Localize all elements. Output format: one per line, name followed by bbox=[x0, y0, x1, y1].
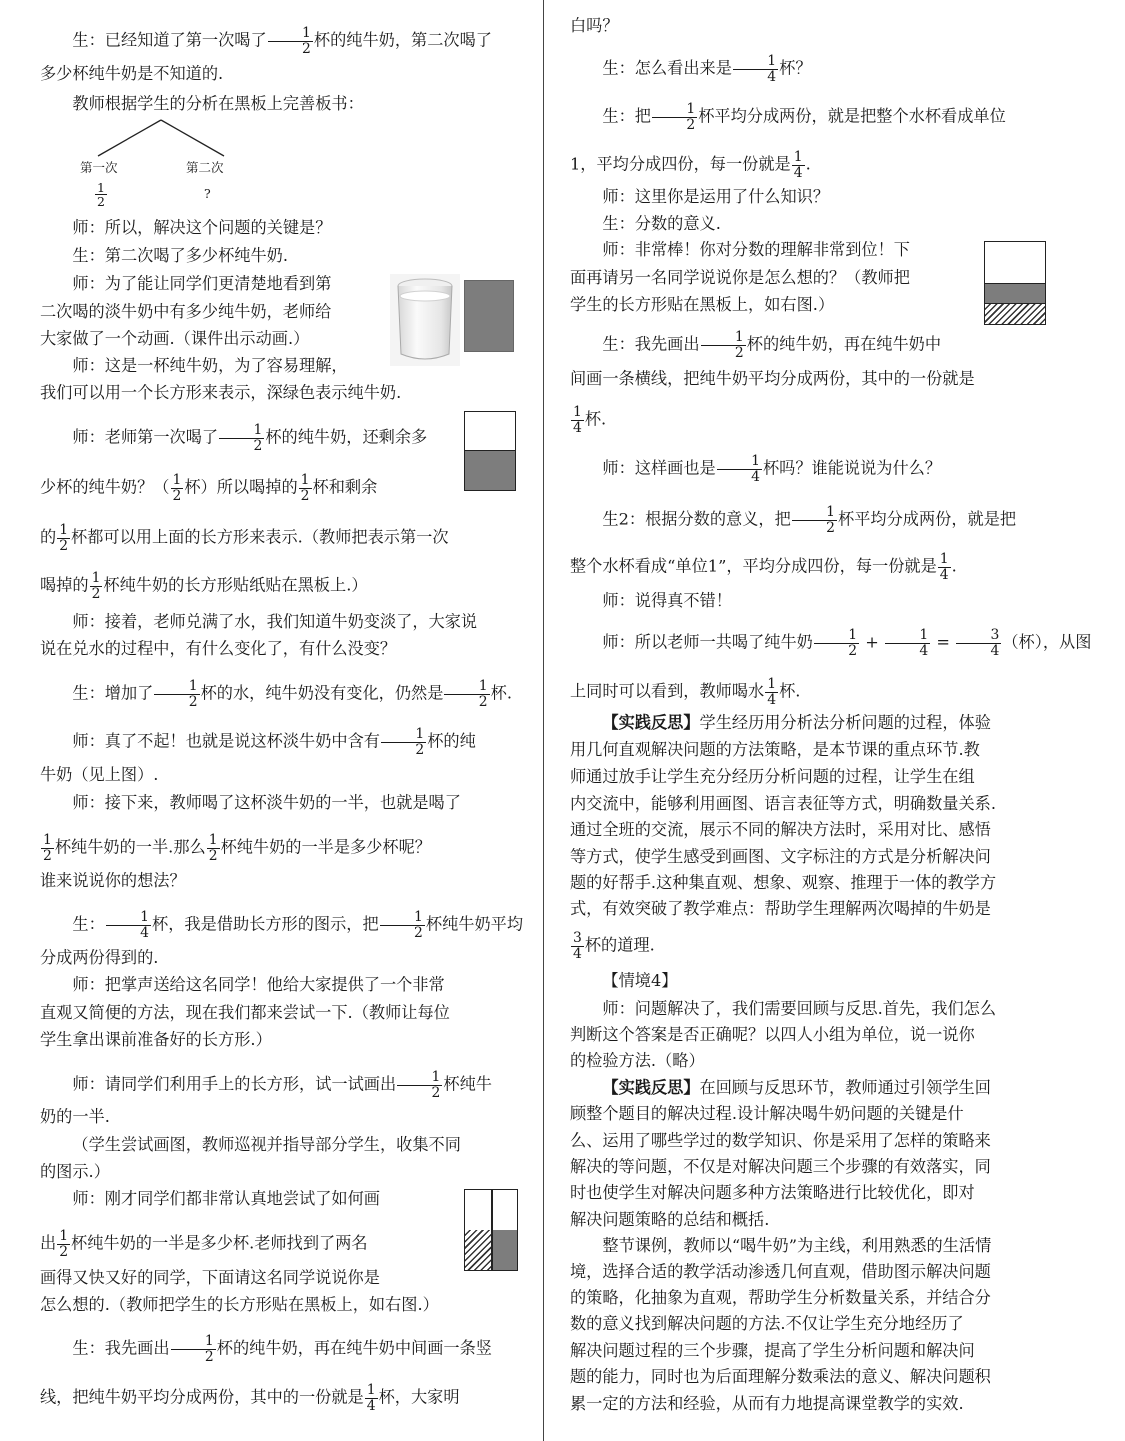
paragraph-line: 【情境4】 bbox=[602, 971, 678, 990]
paragraph-line: $\frac{3}{4}$ 杯的道理. bbox=[573, 930, 655, 962]
paragraph-line: 多少杯纯牛奶是不知道的. bbox=[40, 64, 224, 83]
paragraph-line: 画得又快又好的同学，下面请这名同学说说你是 bbox=[40, 1268, 380, 1287]
paragraph-line: 直观又简便的方法，现在我们都来尝试一下.（教师让每位 bbox=[40, 1003, 450, 1022]
paragraph-line: 师：这是一杯纯牛奶，为了容易理解， bbox=[72, 356, 348, 375]
paragraph-line: 的检验方法.（略） bbox=[570, 1051, 705, 1070]
paragraph-line: 内交流中，能够利用画图、语言表征等方式，明确数量关系. bbox=[570, 794, 997, 813]
paragraph-line: 分成两份得到的. bbox=[40, 948, 159, 967]
paragraph-line: 的 $\frac{1}{2}$ 杯都可以用上面的长方形来表示.（教师把表示第一次 bbox=[40, 522, 449, 554]
paragraph-line: 境，选择合适的教学活动渗透几何直观，借助图示解决问题 bbox=[570, 1262, 991, 1281]
paragraph-line: 用几何直观解决问题的方法策略，是本节课的重点环节.教 bbox=[570, 740, 980, 759]
paragraph-line: 学生的长方形贴在黑板上，如右图.） bbox=[570, 295, 835, 314]
paragraph-line: 师：请同学们利用手上的长方形，试一试画出 $\frac{1}{2}$ 杯纯牛 bbox=[72, 1069, 492, 1101]
paragraph-line: 白吗？ bbox=[570, 16, 619, 35]
shaded-quarter bbox=[985, 283, 1045, 305]
paragraph-line: 整个水杯看成“单位1”，平均分成四份，每一份就是 $\frac{1}{4}$ . bbox=[570, 551, 957, 583]
paragraph-line: 师：所以老师一共喝了纯牛奶 $\frac{1}{2}$ + $\frac{1}{4}$ = $\frac{3}{4}$ （杯），从图 bbox=[602, 627, 1092, 659]
paragraph-line: 解决的等问题，不仅是对解决问题三个步骤的有效落实，同 bbox=[570, 1157, 991, 1176]
paragraph-line: 生：分数的意义. bbox=[602, 214, 721, 233]
paragraph-line: 间画一条横线，把纯牛奶平均分成两份，其中的一份就是 bbox=[570, 369, 975, 388]
paragraph-line: 题的好帮手.这种集直观、想象、观察、推理于一体的教学方 bbox=[570, 873, 997, 892]
tree-diagram-lines bbox=[80, 116, 240, 160]
paragraph-line: 通过全班的交流，展示不同的解决方法时，采用对比、感悟 bbox=[570, 820, 991, 839]
paragraph-line: 解决问题过程的三个步骤，提高了学生分析问题和解决问 bbox=[570, 1341, 975, 1360]
paragraph-line: 师：刚才同学们都非常认真地尝试了如何画 bbox=[72, 1189, 380, 1208]
paragraph-line: 我们可以用一个长方形来表示，深绿色表示纯牛奶. bbox=[40, 383, 402, 402]
shaded-quarter bbox=[493, 1230, 518, 1270]
paragraph-line: 师：非常棒！你对分数的理解非常到位！下 bbox=[602, 240, 910, 259]
paragraph-line: 生：增加了 $\frac{1}{2}$ 杯的水，纯牛奶没有变化，仍然是 $\frac{1}{2}$ 杯. bbox=[72, 678, 512, 710]
paragraph-line: 学生拿出课前准备好的长方形.） bbox=[40, 1030, 272, 1049]
horizontal-split-rectangle bbox=[984, 241, 1046, 325]
paragraph-line: 么、运用了哪些学过的数学知识、你是采用了怎样的策略来 bbox=[570, 1131, 991, 1150]
paragraph-line: 数的意义找到解决问题的方法.不仅让学生充分地经历了 bbox=[570, 1314, 964, 1333]
paragraph-line: $\frac{1}{4}$ 杯. bbox=[573, 404, 607, 436]
paragraph-line: 师：这里你是运用了什么知识？ bbox=[602, 187, 830, 206]
tree-first-label: 第一次 bbox=[80, 160, 118, 175]
paragraph-line: 生2：根据分数的意义，把 $\frac{1}{2}$ 杯平均分成两份，就是把 bbox=[602, 504, 1017, 536]
paragraph-line: 说在兑水的过程中，有什么变化了，有什么没变？ bbox=[40, 639, 397, 658]
paragraph-line: 的图示.） bbox=[40, 1162, 110, 1181]
column-divider bbox=[543, 0, 544, 1441]
paragraph-line: 师：真了不起！也就是说这杯淡牛奶中含有 $\frac{1}{2}$ 杯的纯 bbox=[72, 726, 476, 758]
paragraph-line: 师：把掌声送给这名同学！他给大家提供了一个非常 bbox=[72, 975, 445, 994]
paragraph-line: 判断这个答案是否正确呢？以四人小组为单位，说一说你 bbox=[570, 1025, 975, 1044]
paragraph-line: 谁来说说你的想法？ bbox=[40, 871, 186, 890]
paragraph-line: 解决问题策略的总结和概括. bbox=[570, 1210, 770, 1229]
paragraph-line: 生：我先画出 $\frac{1}{2}$ 杯的纯牛奶，再在纯牛奶中 bbox=[602, 329, 942, 361]
paragraph-line: 师通过放手让学生充分经历分析问题的过程，让学生在组 bbox=[570, 767, 975, 786]
paragraph-line: 师：接着，老师兑满了水，我们知道牛奶变淡了，大家说 bbox=[72, 612, 478, 631]
paragraph-line: 累一定的方法和经验，从而有力地提高课堂教学的实效. bbox=[570, 1394, 964, 1413]
paragraph-line: 线，把纯牛奶平均分成两份，其中的一份就是 $\frac{1}{4}$ 杯，大家明 bbox=[40, 1382, 460, 1414]
paragraph-line: 生： $\frac{1}{4}$ 杯，我是借助长方形的图示，把 $\frac{1}{2}$ 杯纯牛奶平均 bbox=[72, 909, 524, 941]
paragraph-line: 【实践反思】在回顾与反思环节，教师通过引领学生回 bbox=[602, 1078, 991, 1097]
paragraph-line: 师：老师第一次喝了 $\frac{1}{2}$ 杯的纯牛奶，还剩余多 bbox=[72, 422, 428, 454]
paragraph-line: 师：所以，解决这个问题的关键是？ bbox=[72, 218, 332, 237]
paragraph-line: 1，平均分成四份，每一份就是 $\frac{1}{4}$ . bbox=[570, 149, 811, 181]
paragraph-line: 生：怎么看出来是 $\frac{1}{4}$ 杯？ bbox=[602, 53, 812, 85]
paragraph-line: 奶的一半. bbox=[40, 1107, 110, 1126]
paragraph-line: 师：为了能让同学们更清楚地看到第 bbox=[72, 274, 332, 293]
paragraph-line: 【实践反思】学生经历用分析法分析问题的过程，体验 bbox=[602, 713, 991, 732]
paragraph-line: 师：接下来，教师喝了这杯淡牛奶的一半，也就是喝了 bbox=[72, 793, 461, 812]
tree-second-label: 第二次 bbox=[186, 160, 224, 175]
paragraph-line: 师：这样画也是 $\frac{1}{4}$ 杯吗？谁能说说为什么？ bbox=[602, 453, 942, 485]
paragraph-line: 面再请另一名同学说说你是怎么想的？（教师把 bbox=[570, 268, 910, 287]
paragraph-line: 二次喝的淡牛奶中有多少纯牛奶，老师给 bbox=[40, 302, 332, 321]
paragraph-line: 少杯的纯牛奶？（ $\frac{1}{2}$ 杯）所以喝掉的 $\frac{1}{2}$ 杯和剩余 bbox=[40, 472, 378, 504]
paragraph-line: 生：已经知道了第一次喝了 $\frac{1}{2}$ 杯的纯牛奶，第二次喝了 bbox=[72, 25, 492, 57]
paragraph-line: 大家做了一个动画.（课件出示动画.） bbox=[40, 329, 310, 348]
tree-first-value: $\frac{1}{2}$ bbox=[97, 180, 105, 210]
paragraph-line: 生：第二次喝了多少杯纯牛奶. bbox=[72, 246, 288, 265]
paragraph-line: 时也使学生对解决问题多种方法策略进行比较优化，即对 bbox=[570, 1183, 975, 1202]
paragraph-line: 式，有效突破了教学难点：帮助学生理解两次喝掉的牛奶是 bbox=[570, 899, 991, 918]
paragraph-line: 题的能力，同时也为后面理解分数乘法的意义、解决问题积 bbox=[570, 1367, 991, 1386]
hatched-quarter bbox=[985, 303, 1045, 325]
paragraph-line: 上同时可以看到，教师喝水 $\frac{1}{4}$ 杯. bbox=[570, 676, 801, 708]
hatched-quarter bbox=[465, 1230, 491, 1270]
paragraph-line: 师：问题解决了，我们需要回顾与反思.首先，我们怎么 bbox=[602, 999, 997, 1018]
milk-glass-image bbox=[390, 274, 460, 366]
paragraph-line: 生：把 $\frac{1}{2}$ 杯平均分成两份，就是把整个水杯看成单位 bbox=[602, 101, 1006, 133]
paragraph-line: 喝掉的 $\frac{1}{2}$ 杯纯牛奶的长方形贴纸贴在黑板上.） bbox=[40, 570, 368, 602]
paragraph-line: 教师根据学生的分析在黑板上完善板书： bbox=[72, 94, 364, 113]
paragraph-line: 生：我先画出 $\frac{1}{2}$ 杯的纯牛奶，再在纯牛奶中间画一条竖 bbox=[72, 1333, 492, 1365]
paragraph-line: 等方式，使学生感受到画图、文字标注的方式是分析解决问 bbox=[570, 847, 991, 866]
paragraph-line: （学生尝试画图，教师巡视并指导部分学生，收集不同 bbox=[72, 1135, 461, 1154]
paragraph-line: 牛奶（见上图）. bbox=[40, 765, 159, 784]
paragraph-line: $\frac{1}{2}$ 杯纯牛奶的一半.那么 $\frac{1}{2}$ 杯纯牛奶的一半是多少杯呢？ bbox=[43, 832, 431, 864]
paragraph-line: 怎么想的.（教师把学生的长方形贴在黑板上，如右图.） bbox=[40, 1295, 439, 1314]
paragraph-line: 出 $\frac{1}{2}$ 杯纯牛奶的一半是多少杯.老师找到了两名 bbox=[40, 1228, 368, 1260]
paragraph-line: 整节课例，教师以“喝牛奶”为主线，利用熟悉的生活情 bbox=[602, 1236, 992, 1255]
paragraph-line: 师：说得真不错！ bbox=[602, 591, 732, 610]
paragraph-line: 顾整个题目的解决过程.设计解决喝牛奶问题的关键是什 bbox=[570, 1104, 964, 1123]
vertical-split-rectangle bbox=[464, 1189, 518, 1271]
tree-second-value: ? bbox=[204, 186, 211, 201]
paragraph-line: 的策略，化抽象为直观，帮助学生分析数量关系，并结合分 bbox=[570, 1288, 991, 1307]
milk-rectangle bbox=[464, 280, 514, 352]
fraction: $\frac{1}{2}$ bbox=[268, 26, 313, 56]
